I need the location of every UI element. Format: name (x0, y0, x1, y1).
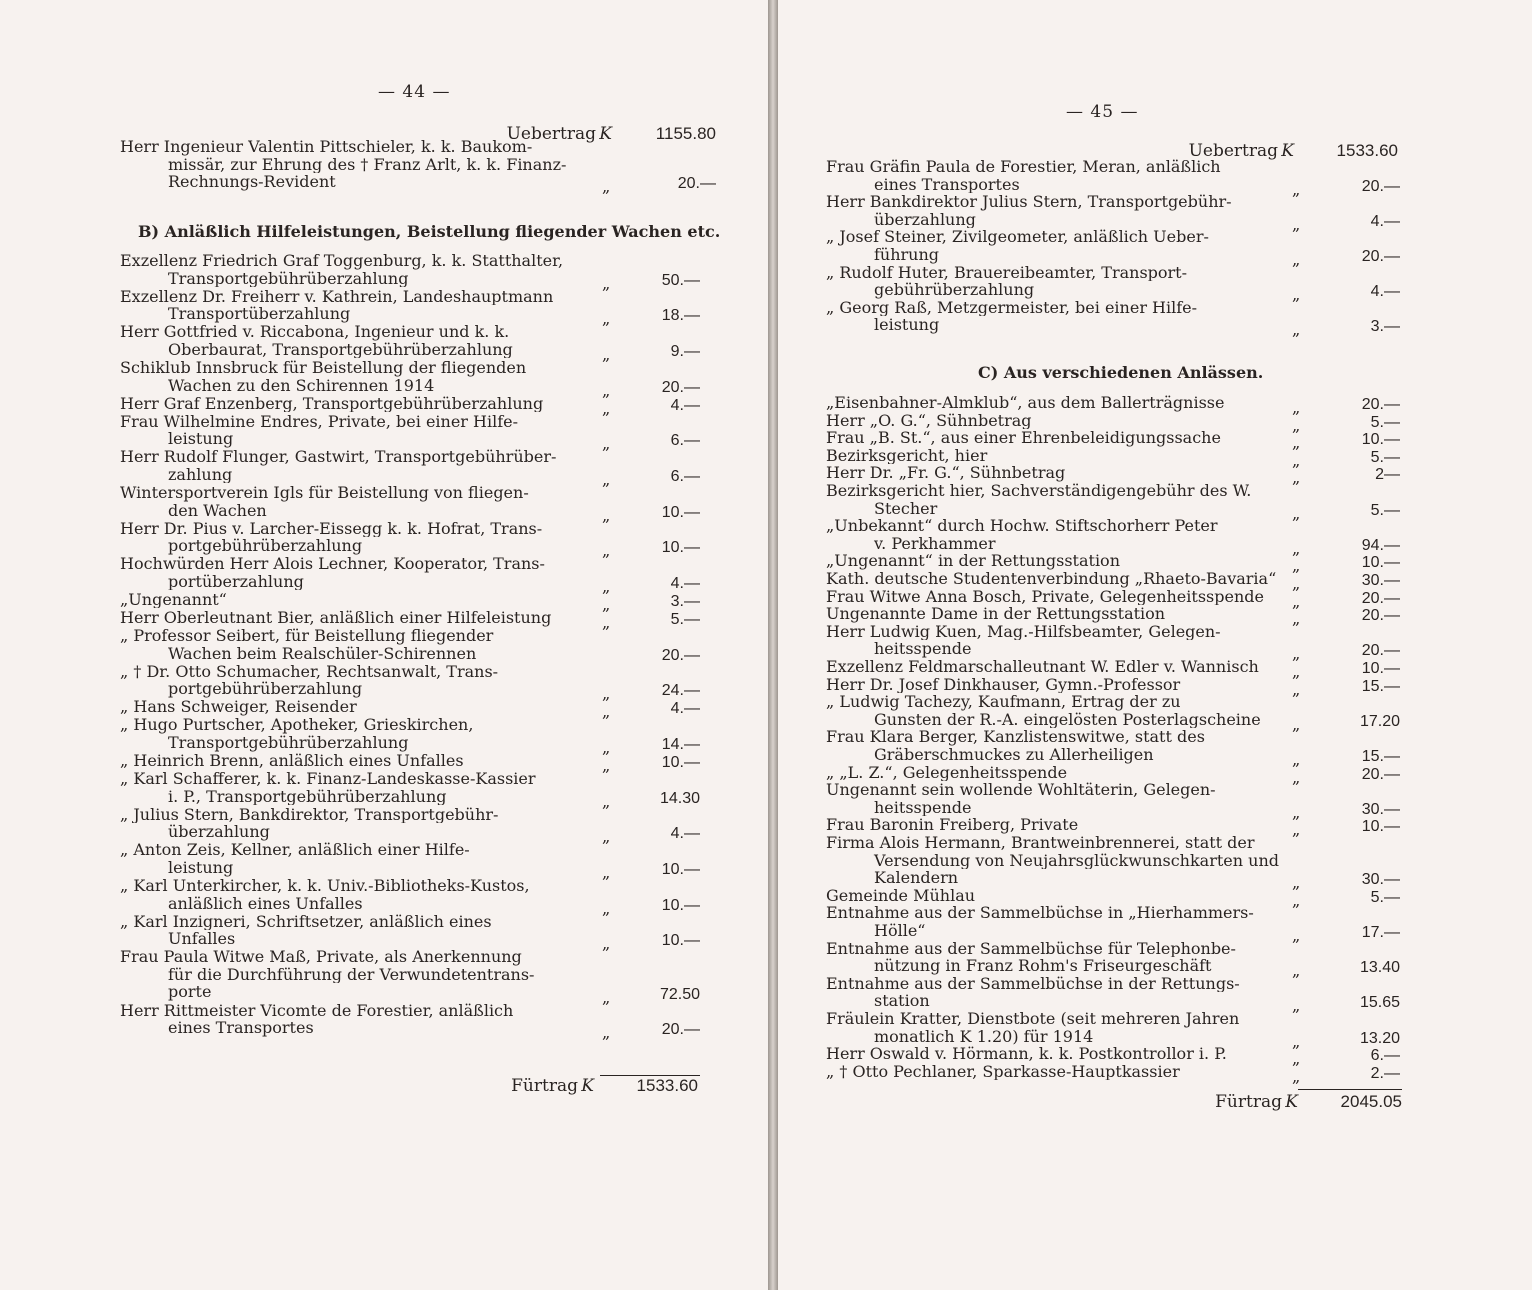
carry-out (452, 1076, 698, 1096)
amount: 6.— (670, 467, 700, 485)
amount: 14.30 (659, 789, 700, 807)
entry-text-line: Firma Alois Hermann, Brantweinbrennerei, statt der (826, 834, 1255, 852)
entry-text-line: Kalendern (874, 869, 959, 887)
list-item (120, 948, 590, 1001)
amount: 3.— (1370, 318, 1400, 336)
entry-text-line: „ Josef Steiner, Zivilgeometer, anläßlich Ueber- (826, 228, 1209, 246)
amount: 4.— (1370, 283, 1400, 301)
entry-text-line: „ † Otto Pechlaner, Sparkasse-Hauptkassier (826, 1062, 1180, 1081)
entry-text-line: Gemeinde Mühlau (826, 886, 976, 905)
amount: 4.— (1370, 212, 1400, 230)
list-item (120, 555, 590, 590)
ditto-mark: „ (1292, 214, 1301, 234)
list-item (826, 887, 1300, 905)
ditto-mark: „ (1292, 714, 1301, 734)
list-item (826, 904, 1300, 939)
page-number: — 44 — (378, 82, 451, 102)
list-item (826, 412, 1300, 430)
entry-text-line: Wintersportverein Igls für Beistellung von fliegen- (120, 483, 529, 502)
ditto-mark: „ (1292, 996, 1301, 1016)
carry-label: Fürtrag (511, 1076, 578, 1096)
list-item (826, 764, 1300, 782)
ditto-mark: „ (602, 737, 611, 757)
ditto-mark: „ (602, 505, 611, 525)
entry-text-line: gebührüberzahlung (874, 281, 1035, 299)
entry-text-line: portgebührüberzahlung (168, 680, 363, 698)
list-item (826, 588, 1300, 606)
entry-text-line: Herr Dr. „Fr. G.“, Sühnbetrag (826, 464, 1066, 482)
carry-amount: 1533.60 (636, 1076, 698, 1095)
list-item (120, 663, 590, 698)
entry-text-line: führung (874, 245, 940, 264)
amount: 10.— (661, 754, 700, 771)
list-item (826, 623, 1300, 658)
entry-text-line: Frau Klara Berger, Kanzlistenswitwe, statt des (826, 728, 1205, 746)
list-item (826, 158, 1300, 193)
ditto-mark: „ (602, 791, 611, 811)
ditto-mark: „ (602, 756, 611, 775)
list-item (826, 816, 1300, 834)
list-item (120, 609, 590, 627)
amount: 10.— (1361, 431, 1400, 449)
amount: 15.65 (1359, 994, 1400, 1012)
list-item (120, 413, 590, 448)
page-number: — 45 — (1066, 102, 1139, 122)
amount: 10.— (1361, 554, 1400, 572)
list-item (120, 1002, 590, 1037)
list-item (826, 517, 1300, 552)
amount: 20.— (677, 175, 716, 193)
entry-text-line: portüberzahlung (168, 572, 304, 591)
amount: 14.— (661, 735, 700, 753)
entry-text-line: überzahlung (874, 210, 976, 229)
ditto-mark: „ (1292, 415, 1301, 435)
entry-text-line: Transportgebührüberzahlung (168, 269, 409, 288)
entry-text-line: „ Anton Zeis, Kellner, anläßlich einer Hilfe- (120, 841, 470, 859)
amount: 24.— (661, 682, 700, 700)
entry-text-line: „ Heinrich Brenn, anläßlich eines Unfalles (120, 752, 464, 770)
entry-text-line: Entnahme aus der Sammelbüchse in „Hierhammers- (826, 904, 1254, 922)
entry-text-line: Wachen beim Realschüler-Schirennen (168, 644, 477, 663)
entry-text-line: Herr Oswald v. Hörmann, k. k. Postkontrollor i. P. (826, 1045, 1227, 1063)
entry-text-line: eines Transportes (168, 1019, 314, 1037)
list-item (826, 552, 1300, 570)
list-item (826, 1010, 1300, 1045)
ditto-mark: „ (1292, 662, 1301, 681)
entry-text-line: „ Karl Schafferer, k. k. Finanz-Landeskasse-Kassier (120, 770, 536, 788)
amount: 10.— (661, 503, 700, 521)
entry-text-line: Hochwürden Herr Alois Lechner, Kooperator, Trans- (120, 555, 545, 573)
entry-text-line: Herr Gottfried v. Riccabona, Ingenieur und k. k. (120, 323, 510, 341)
entry-text-line: Gunsten der R.-A. eingelösten Posterlagscheine (874, 710, 1261, 729)
entry-text-line: „ Georg Raß, Metzgermeister, bei einer Hilfe- (826, 298, 1198, 317)
entry-text-line: Herr Graf Enzenberg, Transportgebührüberzahlung (120, 394, 544, 413)
ditto-mark: „ (1292, 538, 1301, 558)
entry-text-line: Frau Paula Witwe Maß, Private, als Anerkennung (120, 948, 522, 966)
list-item (120, 877, 590, 912)
amount: 20.— (661, 646, 700, 664)
entry-text-line: Fräulein Kratter, Dienstbote (seit mehreren Jahren (826, 1010, 1240, 1028)
entry-text-line: eines Transportes (874, 175, 1020, 194)
entry-text-line: den Wachen (168, 501, 267, 520)
entry-text-line: Herr Dr. Josef Dinkhauser, Gymn.-Professor (826, 675, 1181, 694)
list-item (120, 913, 590, 948)
amount: 94.— (1361, 536, 1400, 554)
carry-label: Fürtrag (1215, 1092, 1282, 1112)
entry-text-line: „ Julius Stern, Bankdirektor, Transportgebühr- (120, 805, 499, 824)
entry-text-line: „Ungenannt“ (120, 590, 227, 609)
list-item (826, 605, 1300, 623)
entry-text-line: Entnahme aus der Sammelbüchse in der Rettungs- (826, 974, 1240, 993)
entry-text-line: „Unbekannt“ durch Hochw. Stiftschorherr Peter (826, 517, 1218, 535)
amount: 4.— (670, 574, 700, 592)
ditto-mark: „ (602, 273, 611, 293)
entry-text-line: Herr Rudolf Flunger, Gastwirt, Transportgebührüber- (120, 448, 557, 466)
list-item (120, 448, 590, 483)
list-item (826, 193, 1300, 228)
entry-text-line: Herr Ingenieur Valentin Pittschieler, k. k. Baukom- (120, 138, 533, 156)
amount: 17.20 (1359, 712, 1400, 730)
amount: 13.20 (1359, 1029, 1400, 1047)
amount: 10.— (661, 932, 700, 950)
ditto-mark: „ (1292, 644, 1301, 664)
entry-text-line: Transportüberzahlung (168, 305, 351, 323)
entry-text-line: Rechnungs-Revident (168, 173, 336, 191)
list-item (120, 252, 590, 287)
amount: 20.— (1361, 177, 1400, 195)
entry-text-line: „Ungenannt“ in der Rettungsstation (826, 552, 1120, 570)
entry-text-line: nützung in Franz Rohm's Friseurgeschäft (874, 957, 1212, 975)
ditto-mark: „ (602, 987, 611, 1007)
ditto-mark: „ (602, 576, 611, 596)
list-item (826, 834, 1300, 887)
list-item (826, 975, 1300, 1010)
entry-text-line: station (874, 992, 930, 1010)
entry-text-line: Frau „B. St.“, aus einer Ehrenbeleidigungssache (826, 429, 1221, 447)
entry-text-line: Ungenannt sein wollende Wohltäterin, Gelegen- (826, 781, 1216, 799)
amount: 17.— (1361, 924, 1400, 941)
book-gutter (768, 0, 778, 1290)
ditto-mark: „ (602, 309, 611, 329)
carry-amount: 1533.60 (1336, 141, 1398, 160)
ditto-mark: „ (1292, 926, 1301, 945)
entry-text-line: „ Karl Unterkircher, k. k. Univ.-Bibliotheks-Kustos, (120, 877, 530, 895)
list-item (826, 693, 1300, 728)
ditto-mark: „ (1292, 556, 1301, 576)
entry-text-line: leistung (874, 316, 940, 334)
amount: 10.— (661, 896, 700, 914)
amount: 18.— (661, 307, 700, 325)
ditto-mark: „ (602, 469, 611, 489)
list-item (120, 716, 590, 751)
amount: 5.— (1370, 501, 1400, 519)
entry-text-line: v. Perkhammer (874, 534, 996, 553)
list-item (120, 520, 590, 555)
ditto-mark: „ (1292, 1031, 1301, 1051)
amount: 15.— (1361, 677, 1400, 695)
entry-text-line: porte (168, 983, 212, 1002)
ditto-mark: „ (1292, 961, 1301, 981)
amount: 4.— (670, 700, 700, 718)
entry-text-line: Stecher (874, 499, 938, 518)
entry-text-line: Kath. deutsche Studentenverbindung „Rhaeto-Bavaria“ (826, 570, 1277, 588)
right-page (778, 0, 1532, 1290)
list-item (120, 359, 590, 394)
entry-text-line: Schiklub Innsbruck für Beistellung der fliegenden (120, 358, 527, 377)
list-item (826, 781, 1300, 816)
entry-text-line: Herr Ludwig Kuen, Mag.-Hilfsbeamter, Gelegen- (826, 622, 1221, 641)
amount: 2.— (1370, 1064, 1400, 1082)
list-item (826, 394, 1300, 412)
ditto-mark: „ (1292, 179, 1301, 199)
ditto-mark: „ (602, 862, 611, 882)
section-heading: C) Aus verschiedenen Anlässen. (978, 363, 1264, 382)
ditto-mark: „ (1292, 285, 1301, 305)
ditto-mark: „ (1292, 320, 1301, 340)
entry-text-line: überzahlung (168, 823, 270, 841)
ditto-mark: „ (602, 612, 611, 632)
list-item (120, 591, 590, 609)
amount: 30.— (1361, 800, 1400, 818)
list-item (826, 658, 1300, 676)
currency: K (581, 1076, 594, 1096)
entry-text-line: i. P., Transportgebührüberzahlung (168, 787, 447, 806)
ditto-mark: „ (1292, 398, 1301, 417)
ditto-mark: „ (602, 380, 611, 400)
amount: 13.40 (1359, 959, 1400, 977)
entry-text-line: Frau Witwe Anna Bosch, Private, Gelegenheitsspende (826, 587, 1264, 606)
list-item (826, 940, 1300, 975)
ditto-mark: „ (1292, 591, 1301, 611)
ditto-mark: „ (602, 344, 611, 364)
entry-text-line: Versendung von Neujahrsglückwunschkarten und (874, 851, 1279, 870)
entry-text-line: Bezirksgericht hier, Sachverständigengebühr des W. (826, 482, 1252, 500)
amount: 4.— (670, 825, 700, 843)
list-item (120, 484, 590, 519)
ditto-mark: „ (602, 177, 611, 197)
amount: 10.— (1361, 818, 1400, 836)
ditto-mark: „ (1292, 574, 1301, 593)
entry-text-line: Frau Wilhelmine Endres, Private, bei einer Hilfe- (120, 412, 519, 431)
entry-text-line: Wachen zu den Schirennen 1914 (168, 376, 435, 395)
carry-amount: 2045.05 (1340, 1092, 1402, 1111)
entry-text-line: zahlung (168, 465, 233, 484)
ditto-mark: „ (1292, 820, 1301, 840)
entry-text-line: Herr Rittmeister Vicomte de Forestier, anläßlich (120, 1001, 514, 1020)
amount: 2— (1375, 466, 1400, 484)
list-item (120, 841, 590, 876)
list-item (826, 676, 1300, 694)
entry-text-line: Exzellenz Dr. Freiherr v. Kathrein, Landeshauptmann (120, 287, 554, 306)
ditto-mark: „ (602, 934, 611, 954)
list-item (120, 698, 590, 716)
list-item (826, 1063, 1300, 1081)
amount: 30.— (1361, 572, 1400, 589)
ditto-mark: „ (602, 1023, 611, 1043)
ditto-mark: „ (1292, 450, 1301, 470)
ditto-mark: „ (602, 434, 611, 454)
amount: 10.— (661, 860, 700, 878)
amount: 5.— (1370, 888, 1400, 906)
ditto-mark: „ (1292, 468, 1301, 488)
ditto-mark: „ (1292, 609, 1301, 629)
list-item (826, 228, 1300, 263)
list-item (826, 464, 1300, 482)
ditto-mark: „ (1292, 802, 1301, 822)
entry-text-line: Hölle“ (874, 921, 926, 940)
amount: 5.— (1370, 448, 1400, 466)
ditto-mark: „ (602, 594, 611, 614)
entry-text-line: Frau Gräfin Paula de Forestier, Meran, anläßlich (826, 158, 1221, 176)
ditto-mark: „ (1292, 679, 1301, 699)
amount: 20.— (1361, 396, 1400, 413)
entry-text-line: Exzellenz Feldmarschalleutnant W. Edler v. Wannisch (826, 658, 1259, 676)
list-item (120, 806, 590, 841)
amount: 5.— (670, 610, 700, 628)
amount: 50.— (661, 271, 700, 289)
amount: 6.— (670, 432, 700, 450)
entry-text-line: heitsspende (874, 640, 972, 658)
entry-text-line: portgebührüberzahlung (168, 537, 363, 555)
amount: 20.— (1361, 589, 1400, 607)
entry-text-line: „ Rudolf Huter, Brauereibeamter, Transport- (826, 263, 1188, 282)
ditto-mark: „ (1292, 890, 1301, 910)
ditto-mark: „ (602, 827, 611, 847)
carry-label: Uebertrag (506, 124, 596, 144)
entry-text-line: „ Karl Inzigneri, Schriftsetzer, anläßlich eines (120, 912, 492, 931)
entry-text-line: Herr „O. G.“, Sühnbetrag (826, 411, 1032, 430)
entry-text-line: „ „L. Z.“, Gelegenheitsspende (826, 763, 1068, 782)
ditto-mark: „ (1292, 767, 1301, 787)
list-item (120, 323, 590, 358)
entry-text-line: für die Durchführung der Verwundetentrans- (168, 965, 535, 984)
entry-text-line: „Eisenbahner-Almklub“, aus dem Ballerträgnisse (826, 394, 1225, 412)
list-item (120, 752, 590, 770)
entry-text-line: „ † Dr. Otto Schumacher, Rechtsanwalt, Trans- (120, 662, 499, 681)
ditto-mark: „ (602, 398, 611, 418)
amount: 72.50 (659, 985, 700, 1003)
ditto-mark: „ (1292, 433, 1301, 453)
ditto-mark: „ (1292, 873, 1301, 893)
currency: K (1285, 1092, 1298, 1112)
list-item (826, 299, 1300, 334)
amount: 20.— (1361, 642, 1400, 660)
entry-text-line: Gräberschmuckes zu Allerheiligen (874, 745, 1154, 764)
list-item (826, 482, 1300, 517)
amount: 15.— (1361, 748, 1400, 765)
list-item (826, 429, 1300, 447)
sum-rule (1298, 1089, 1402, 1090)
entry-text-line: Ungenannte Dame in der Rettungsstation (826, 605, 1166, 623)
carry-amount: 1155.80 (655, 124, 716, 143)
entry-text-line: Frau Baronin Freiberg, Private (826, 816, 1079, 834)
entry-text-line: heitsspende (874, 798, 972, 817)
ditto-mark: „ (1292, 750, 1301, 769)
amount: 20.— (1361, 607, 1400, 625)
entry-text-line: Exzellenz Friedrich Graf Toggenburg, k. k. Statthalter, (120, 252, 564, 270)
entry-text-line: Herr Dr. Pius v. Larcher-Eissegg k. k. Hofrat, Trans- (120, 519, 543, 538)
list-item (826, 1045, 1300, 1063)
entry-text-line: „ Professor Seibert, für Beistellung fliegender (120, 627, 494, 645)
ditto-mark: „ (602, 684, 611, 704)
amount: 6.— (1370, 1047, 1400, 1065)
ditto-mark: „ (602, 702, 611, 722)
entry-text-line: monatlich K 1.20) für 1914 (874, 1027, 1094, 1046)
carry-out (1156, 1092, 1402, 1112)
list-item (120, 138, 590, 191)
entry-text-line: anläßlich eines Unfalles (168, 894, 363, 913)
list-item (826, 264, 1300, 299)
entry-text-line: missär, zur Ehrung des † Franz Arlt, k. k. Finanz- (168, 155, 567, 174)
amount: 20.— (1361, 248, 1400, 265)
amount: 3.— (670, 592, 700, 610)
ditto-mark: „ (602, 541, 611, 561)
amount: 30.— (1361, 871, 1400, 889)
carry-label: Uebertrag (1188, 141, 1278, 161)
entry-text-line: „ Ludwig Tachezy, Kaufmann, Ertrag der zu (826, 693, 1181, 711)
list-item (826, 447, 1300, 465)
list-item (120, 288, 590, 323)
list-item (120, 395, 590, 413)
amount: 20.— (1361, 765, 1400, 783)
list-item (826, 570, 1300, 588)
entry-text-line: leistung (168, 858, 234, 877)
amount: 10.— (1361, 660, 1400, 677)
amount: 5.— (1370, 413, 1400, 431)
ditto-mark: „ (1292, 1066, 1301, 1086)
list-item (826, 728, 1300, 763)
entry-text-line: Herr Oberleutnant Bier, anläßlich einer Hilfeleistung (120, 608, 552, 627)
amount: 9.— (670, 342, 700, 360)
amount: 20.— (661, 378, 700, 396)
entry-text-line: Transportgebührüberzahlung (168, 733, 409, 752)
entry-text-line: „ Hugo Purtscher, Apotheker, Grieskirchen, (120, 716, 474, 734)
currency: K (599, 124, 612, 144)
amount: 10.— (661, 539, 700, 557)
amount: 4.— (670, 396, 700, 414)
currency: K (1281, 141, 1294, 161)
entry-text-line: Entnahme aus der Sammelbüchse für Telephonbe- (826, 939, 1236, 958)
entry-text-line: Oberbaurat, Transportgebührüberzahlung (168, 340, 513, 359)
ditto-mark: „ (1292, 1049, 1301, 1069)
ditto-mark: „ (1292, 250, 1301, 269)
amount: 20.— (661, 1021, 700, 1039)
list-item (120, 770, 590, 805)
ditto-mark: „ (1292, 503, 1301, 523)
ditto-mark: „ (602, 898, 611, 918)
entry-text-line: leistung (168, 430, 234, 448)
entry-text-line: Herr Bankdirektor Julius Stern, Transportgebühr- (826, 193, 1232, 211)
list-item (120, 627, 590, 662)
section-heading: B) Anläßlich Hilfeleistungen, Beistellung fliegender Wachen etc. (138, 222, 721, 241)
entry-text-line: Bezirksgericht, hier (826, 446, 988, 465)
entry-text-line: Unfalles (168, 930, 236, 948)
entry-text-line: „ Hans Schweiger, Reisender (120, 698, 357, 716)
